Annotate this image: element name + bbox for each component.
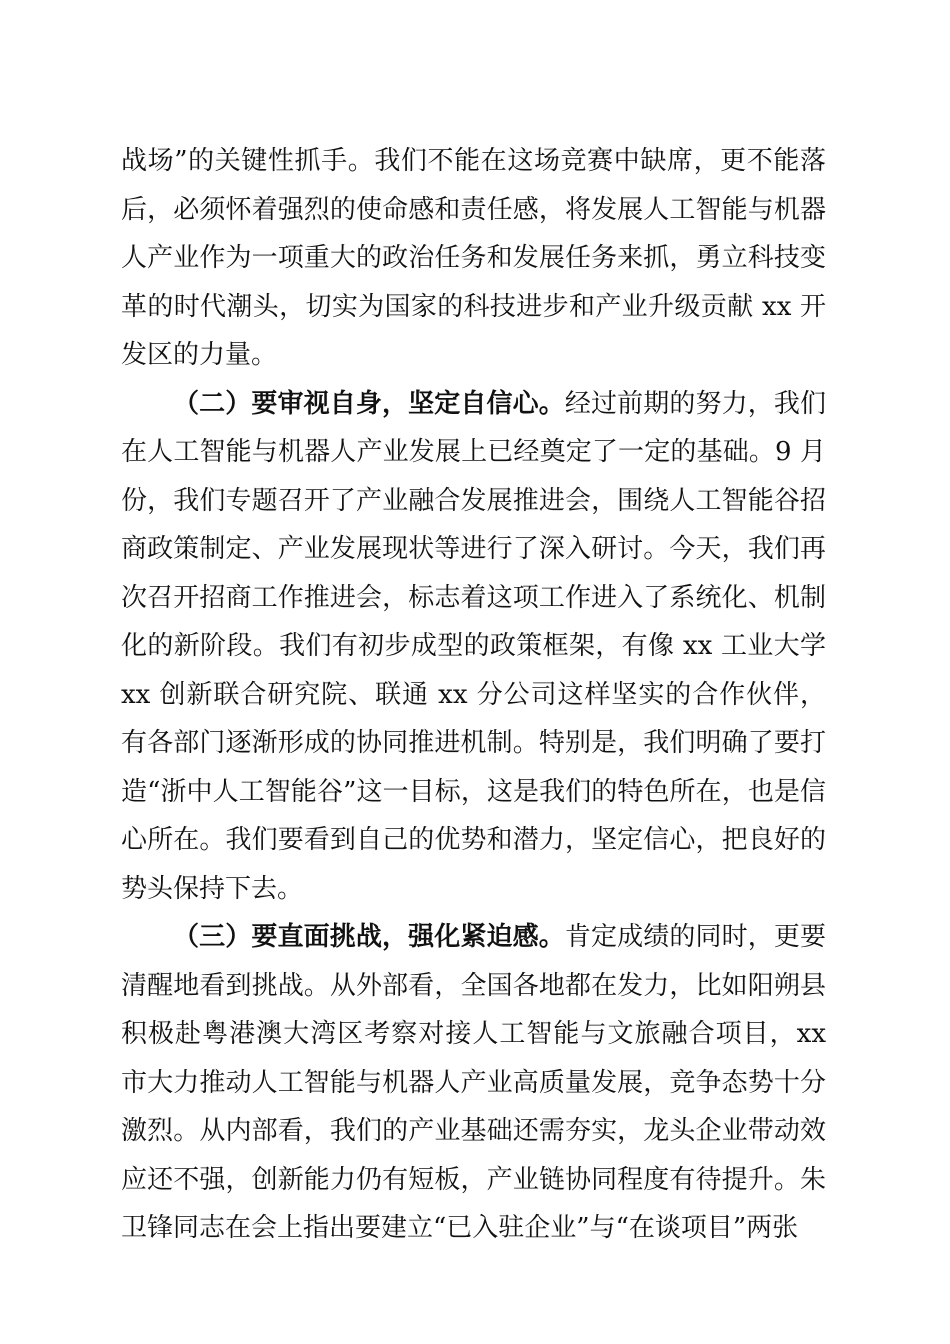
paragraph-text: 肯定成绩的同时，更要清醒地看到挑战。从外部看，全国各地都在发力，比如阳朔县积极赴粤港澳大湾区考察对接人工智能与文旅融合项目，xx 市大力推动人工智能与机器人产业高质量发展，竞争态势十分激烈。从内部看，我们的产业基础还需夯实，龙头企业带动效应还不强，创新能力仍有短板，产业链协同程度有待提升。朱卫锋同志在会上指出要建立“已入驻企业”与“在谈项目”两张 (121, 922, 826, 1243)
paragraph-section-2 (121, 380, 826, 914)
paragraph-text: 战场”的关键性抓手。我们不能在这场竞赛中缺席，更不能落后，必须怀着强烈的使命感和责任感，将发展人工智能与机器人产业作为一项重大的政治任务和发展任务来抓，勇立科技变革的时代潮头，切实为国家的科技进步和产业升级贡献 xx 开发区的力量。 (121, 146, 826, 370)
paragraph-section-3 (121, 913, 826, 1253)
section-heading: （二）要审视自身，坚定自信心。 (173, 388, 565, 419)
paragraph-text: 经过前期的努力，我们在人工智能与机器人产业发展上已经奠定了一定的基础。9 月份，我们专题召开了产业融合发展推进会，围绕人工智能谷招商政策制定、产业发展现状等进行了深入研讨。今天，我们再次召开招商工作推进会，标志着这项工作进入了系统化、机制化的新阶段。我们有初步成型的政策框架，有像 xx 工业大学 xx 创新联合研究院、联通 xx 分公司这样坚实的合作伙伴，有各部门逐渐形成的协同推进机制。特别是，我们明确了要打造“浙中人工智能谷”这一目标，这是我们的特色所在，也是信心所在。我们要看到自己的优势和潜力，坚定信心，把良好的势头保持下去。 (121, 388, 826, 904)
document-body (121, 137, 826, 1253)
paragraph-continuation (121, 137, 826, 380)
section-heading: （三）要直面挑战，强化紧迫感。 (173, 922, 565, 952)
